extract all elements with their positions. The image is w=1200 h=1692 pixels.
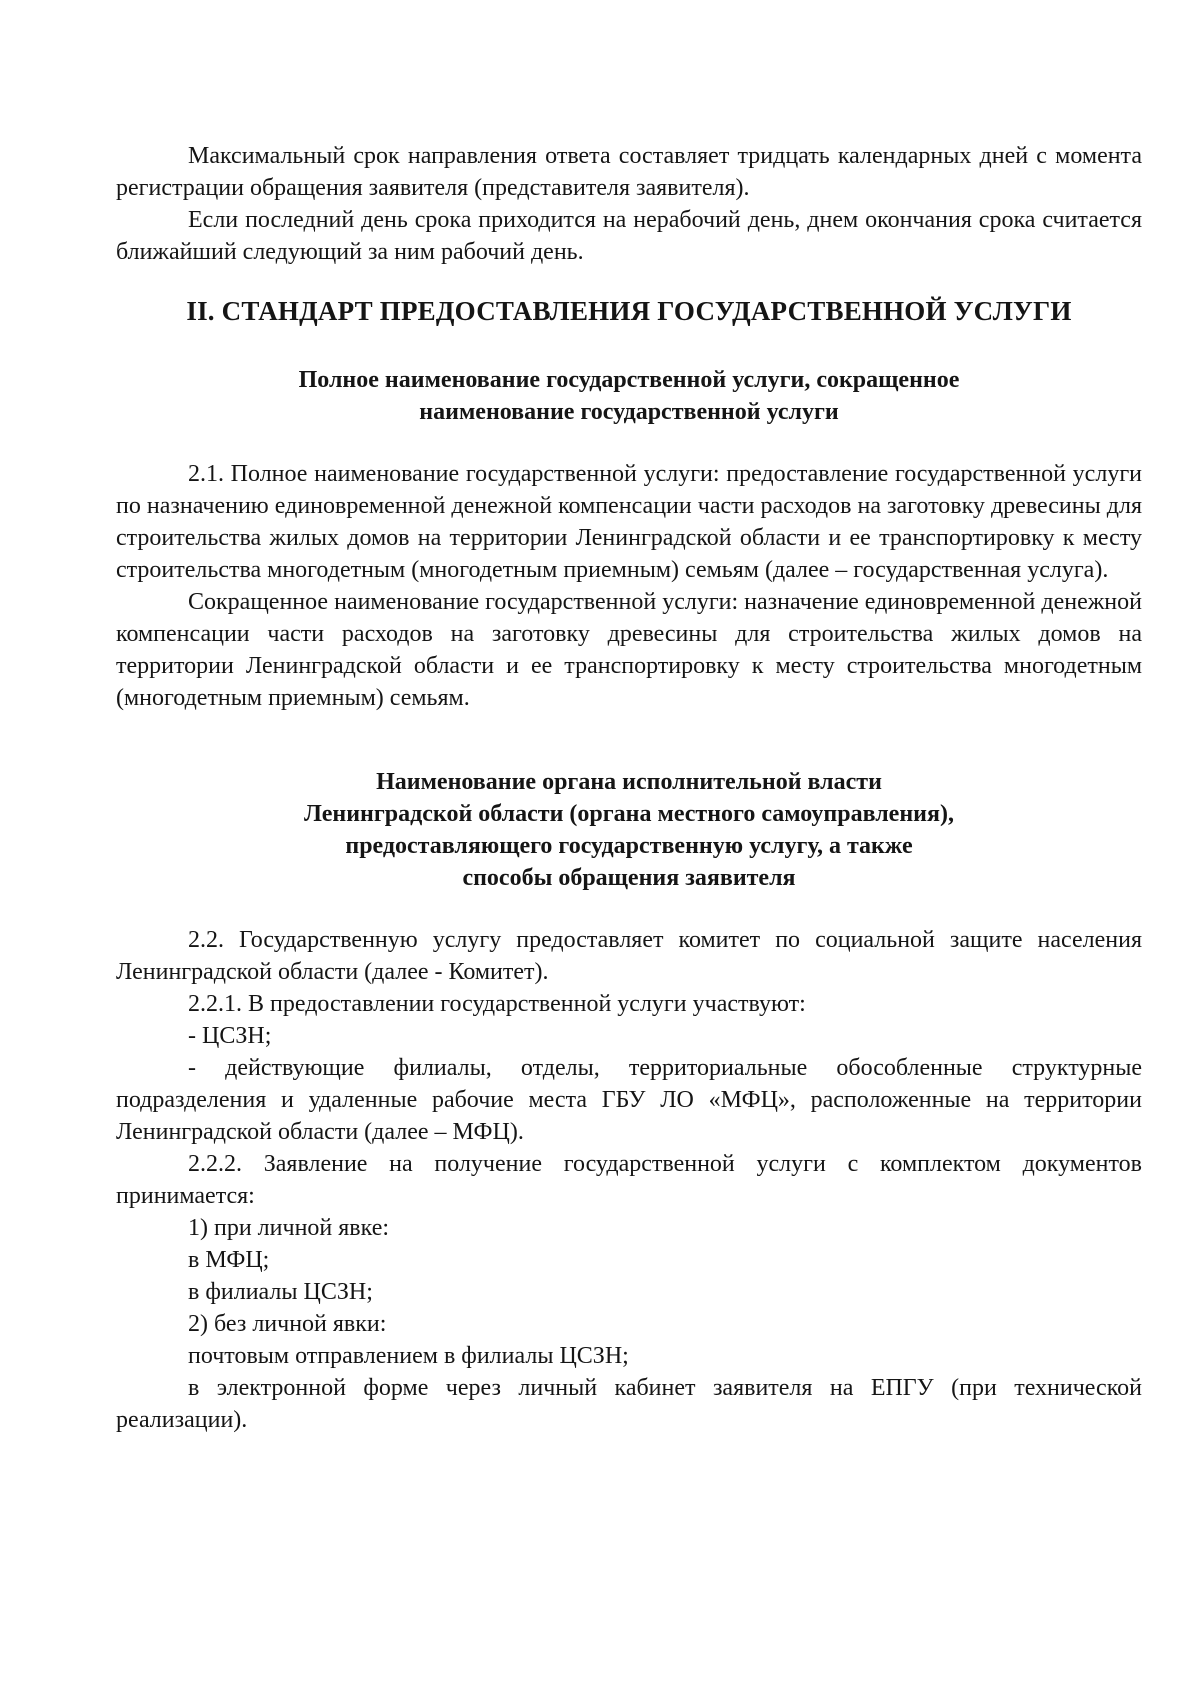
- list-item: 2) без личной явки:: [188, 1311, 387, 1337]
- list-item: в филиалы ЦСЗН;: [188, 1279, 373, 1305]
- list-item-cszn: - ЦСЗН;: [188, 1023, 272, 1049]
- paragraph-short-name: Сокращенное наименование государственной услуги: назначение единовременной денежной компенсации части расходов на заготовку древесины для строительства жилых домов на территории Ленинградской области и ее транспортировку к месту строительства многодетным (многодетным приемным) семьям.: [116, 589, 1142, 711]
- list-item-mfc: - действующие филиалы, отделы, территориальные обособленные структурные подразделения и удаленные рабочие места ГБУ ЛО «МФЦ», расположенные на территории Ленинградской области (далее – МФЦ).: [116, 1055, 1142, 1145]
- paragraph-2-2-1: 2.2.1. В предоставлении государственной услуги участвуют:: [188, 991, 806, 1017]
- spacer: [116, 428, 1142, 458]
- subheading-2-line-2: Ленинградской области (органа местного самоуправления),: [304, 801, 954, 827]
- paragraph-2-1: 2.1. Полное наименование государственной услуги: предоставление государственной услуги по назначению единовременной денежной компенсации части расходов на заготовку древесины для строительства жилых домов на территории Ленинградской области и ее транспортировку к месту строительства многодетным (многодетным приемным) семьям (далее – государственная услуга).: [116, 461, 1142, 583]
- paragraph-2-2: 2.2. Государственную услугу предоставляет комитет по социальной защите населения Ленинградской области (далее - Комитет).: [116, 927, 1142, 985]
- paragraph-2-2-2: 2.2.2. Заявление на получение государственной услуги с комплектом документов принимается:: [116, 1151, 1142, 1209]
- list-item: почтовым отправлением в филиалы ЦСЗН;: [188, 1343, 629, 1369]
- subheading-1-line-2: наименование государственной услуги: [419, 399, 839, 425]
- subheading-2-line-3: предоставляющего государственную услугу, а также: [345, 833, 913, 859]
- spacer: [116, 714, 1142, 766]
- intro-paragraph-2: Если последний день срока приходится на нерабочий день, днем окончания срока считается ближайший следующий за ним рабочий день.: [116, 207, 1142, 265]
- paragraph-epgu: в электронной форме через личный кабинет заявителя на ЕПГУ (при технической реализации).: [116, 1375, 1142, 1433]
- subheading-2-line-4: способы обращения заявителя: [462, 865, 796, 891]
- subheading-1-line-1: Полное наименование государственной услуги, сокращенное: [298, 367, 960, 393]
- list-item: 1) при личной явке:: [188, 1215, 390, 1241]
- list-item: в МФЦ;: [188, 1247, 270, 1273]
- subheading-2-line-1: Наименование органа исполнительной власти: [376, 769, 882, 795]
- spacer: [116, 894, 1142, 924]
- document-page: [116, 140, 1142, 1436]
- intro-paragraph-1: Максимальный срок направления ответа составляет тридцать календарных дней с момента регистрации обращения заявителя (представителя заявителя).: [116, 143, 1142, 201]
- section-title: II. СТАНДАРТ ПРЕДОСТАВЛЕНИЯ ГОСУДАРСТВЕННОЙ УСЛУГИ: [186, 296, 1072, 326]
